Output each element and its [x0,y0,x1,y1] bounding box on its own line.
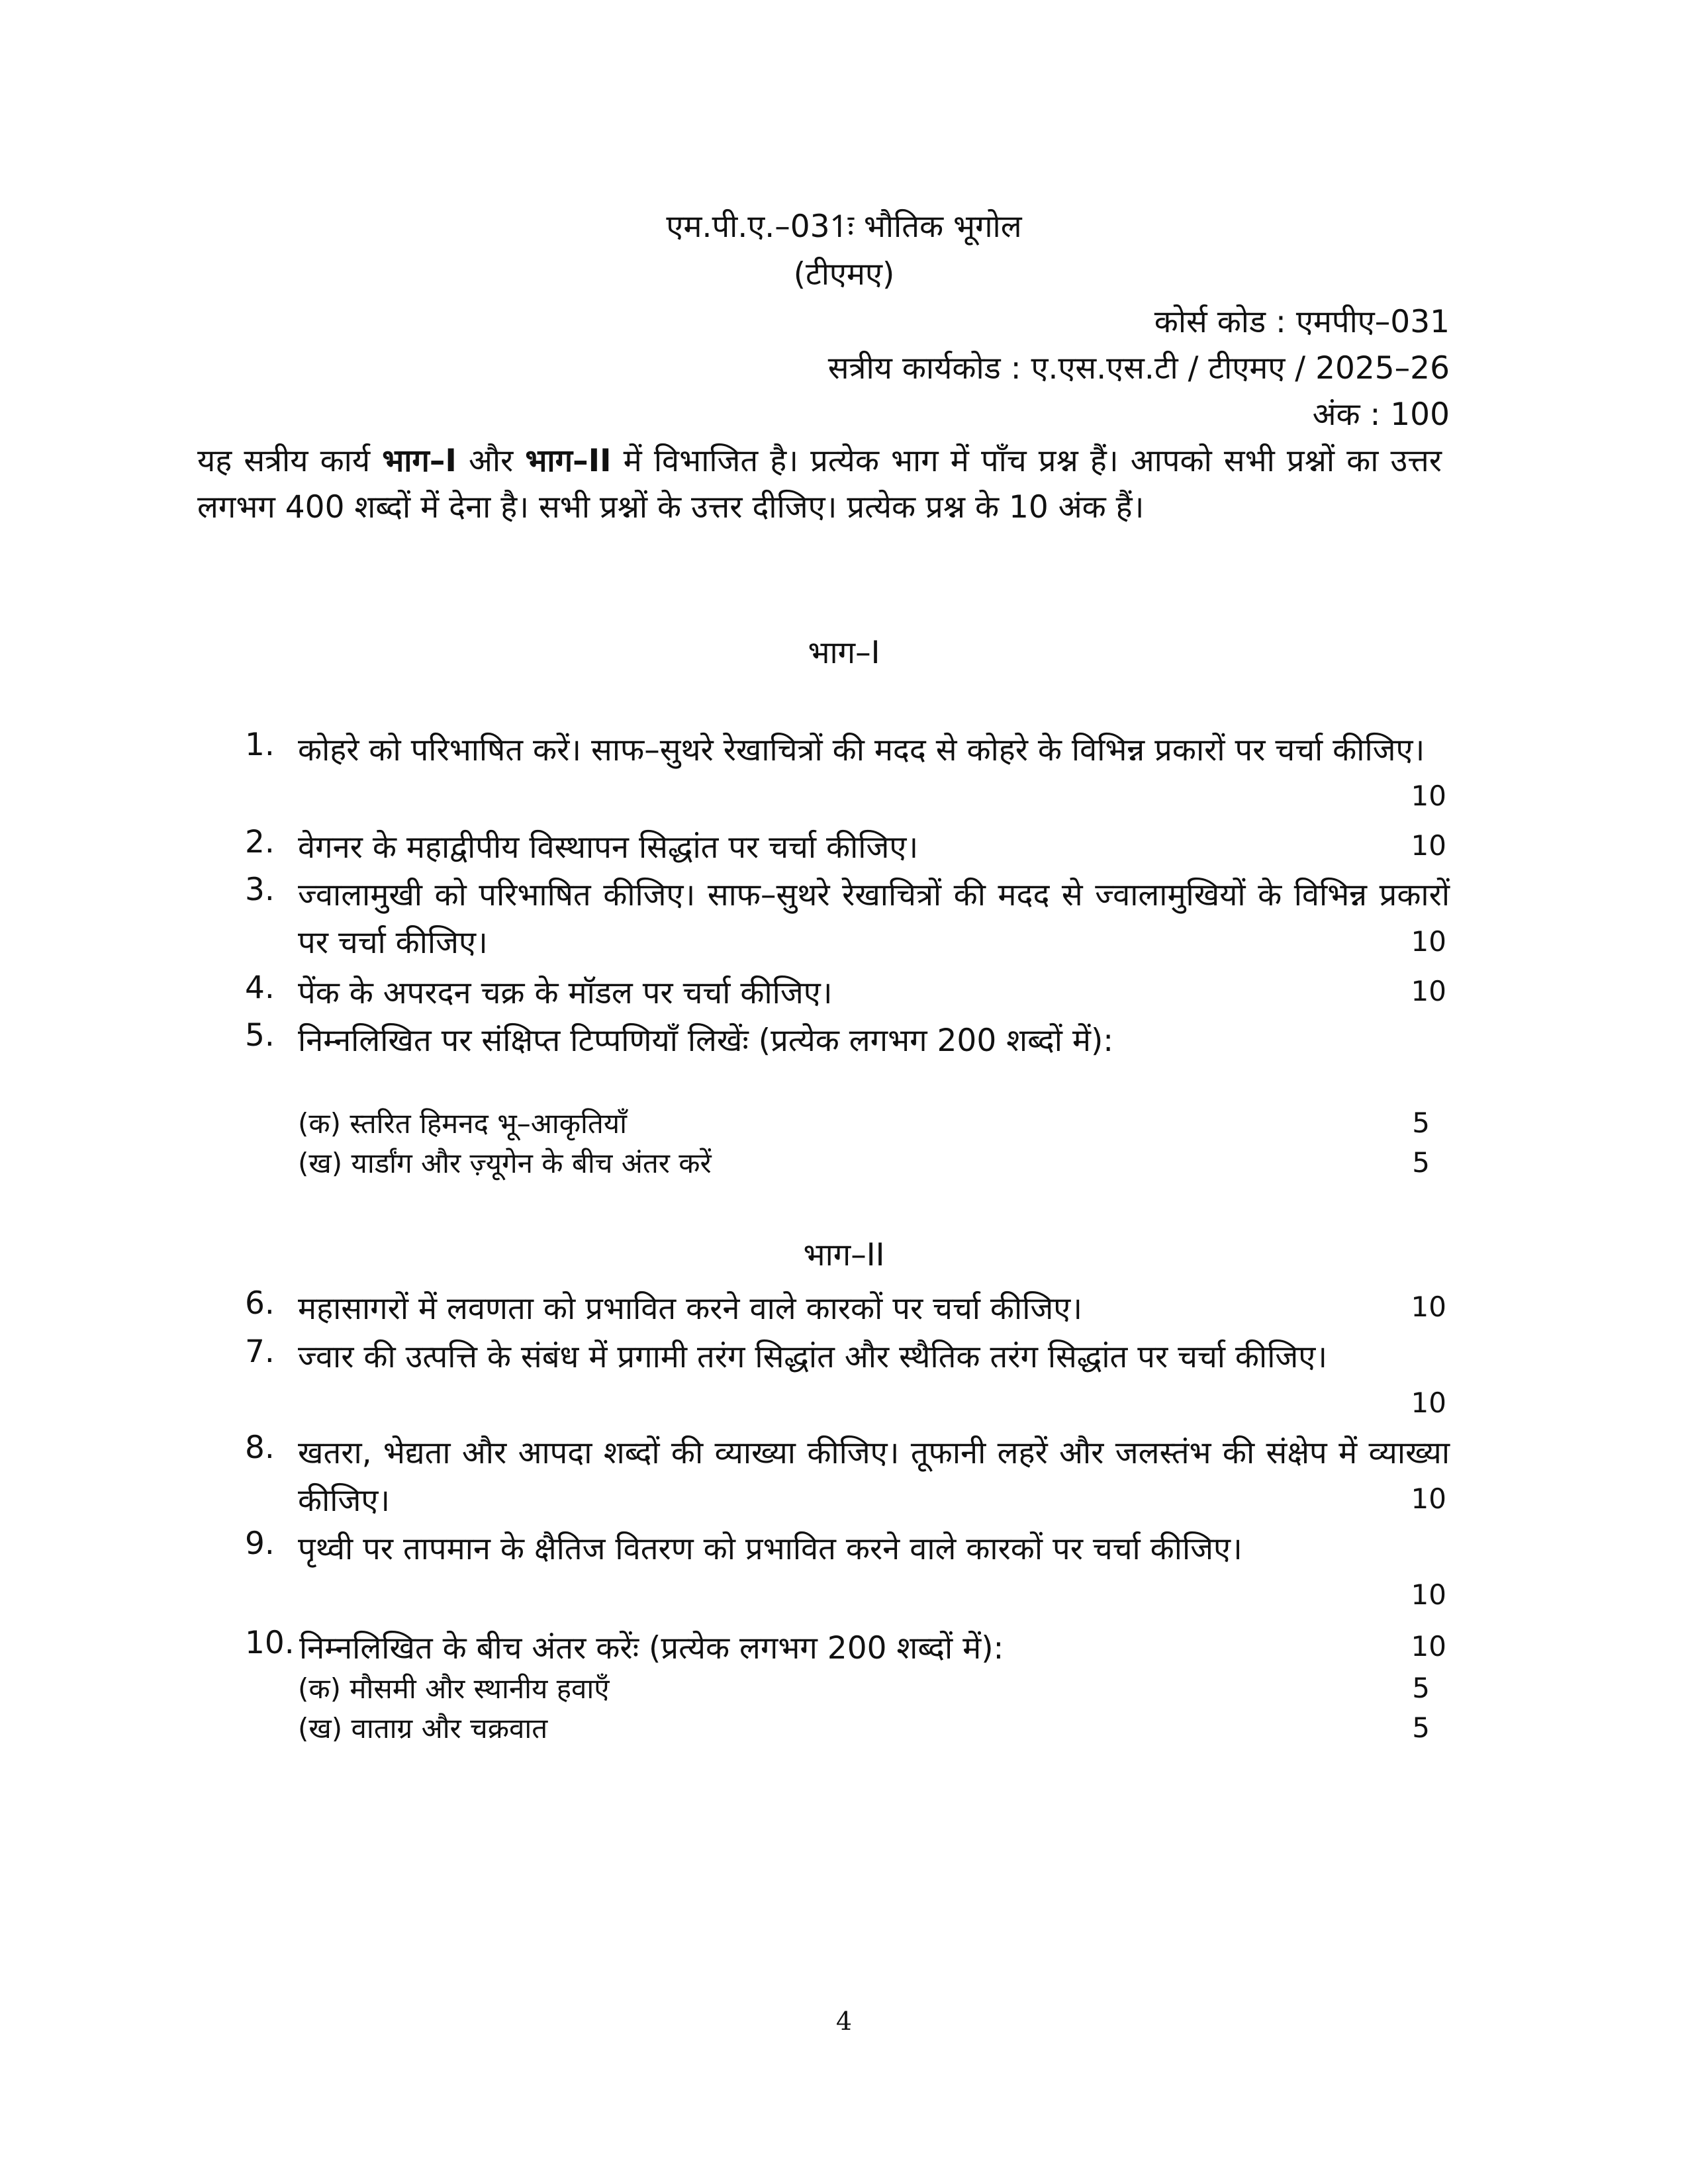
assignment-code: सत्रीय कार्यकोड : ए.एस.एस.टी / टीएमए / 2025–26 [827,350,1450,387]
question-number: 1. [245,727,275,763]
part2-subpart-a-marks: 5 [1412,1672,1430,1704]
course-code: कोर्स कोड : एमपीए–031 [1154,304,1450,340]
question-7-marks: 10 [1411,1387,1446,1419]
question-6-marks: 10 [1411,1291,1446,1323]
question-3-marks: 10 [1411,925,1446,958]
question-8-marks: 10 [1411,1482,1446,1515]
question-2-marks: 10 [1411,829,1446,862]
intro-text-3: में विभाजित है। प्रत्येक भाग में पाँच प्रश्न हैं। आपको सभी प्रश्नों का उत्तर लगभग 400 शब्दों में देना है। सभी प्रश्नों के उत्तर दीजिए। प्रत्येक प्रश्न के 10 अंक हैं। [197,443,1442,525]
question-number: 7. [245,1334,275,1370]
question-number: 6. [245,1285,275,1322]
part1-subpart-a: (क) स्तरित हिमनद भू–आकृतियाँ [298,1107,628,1140]
page-title: एम.पी.ए.–031ः भौतिक भूगोल [666,208,1022,245]
part2-subpart-a: (क) मौसमी और स्थानीय हवाएँ [298,1672,610,1705]
question-number: 5. [245,1017,275,1054]
question-10-marks: 10 [1411,1630,1446,1662]
question-9-marks: 10 [1411,1578,1446,1611]
part2-subpart-b: (ख) वाताग्र और चक्रवात [298,1712,548,1745]
question-text: ज्वार की उत्पत्ति के संबंध में प्रगामी तरंग सिद्धांत और स्थैतिक तरंग सिद्धांत पर चर्चा कीजिए। [298,1339,1328,1375]
question-text: पेंक के अपरदन चक्र के मॉडल पर चर्चा कीजिए। [298,975,833,1011]
intro-text-2: और [456,443,526,479]
question-text: महासागरों में लवणता को प्रभावित करने वाले कारकों पर चर्चा कीजिए। [298,1291,1083,1327]
question-text: खतरा, भेद्यता और आपदा शब्दों की व्याख्या कीजिए। तूफानी लहरें और जलस्तंभ की संक्षेप में व्याख्या कीजिए। [298,1435,1450,1519]
question-number: 3. [245,872,275,908]
question-number: 4. [245,970,275,1006]
question-text: निम्नलिखित पर संक्षिप्त टिप्पणियाँ लिखेंः (प्रत्येक लगभग 200 शब्दों में): [298,1023,1114,1059]
question-number: 8. [245,1430,275,1466]
intro-paragraph [197,438,1442,531]
intro-part1-label: भाग–I [382,443,457,479]
question-text: पृथ्वी पर तापमान के क्षैतिज वितरण को प्रभावित करने वाले कारकों पर चर्चा कीजिए। [298,1531,1243,1567]
question-text: वेगनर के महाद्वीपीय विस्थापन सिद्धांत पर चर्चा कीजिए। [298,829,919,866]
part2-subpart-b-marks: 5 [1412,1711,1430,1744]
question-number: 9. [245,1525,275,1562]
question-text: निम्नलिखित के बीच अंतर करेंः (प्रत्येक लगभग 200 शब्दों में): [299,1630,1004,1666]
total-marks: अंक : 100 [1312,396,1450,433]
question-text: कोहरे को परिभाषित करें। साफ–सुथरे रेखाचित्रों की मदद से कोहरे के विभिन्न प्रकारों पर चर्चा कीजिए। [298,732,1425,768]
question-4-marks: 10 [1411,975,1446,1007]
intro-text-1: यह सत्रीय कार्य [197,443,383,479]
question-text: ज्वालामुखी को परिभाषित कीजिए। साफ–सुथरे रेखाचित्रों की मदद से ज्वालामुखियों के विभिन्न प्रकारों पर चर्चा कीजिए। [298,877,1450,961]
question-number: 2. [245,824,275,860]
part2-heading: भाग–II [803,1237,885,1273]
part1-subpart-b: (ख) यार्डांग और ज़्यूगेन के बीच अंतर करें [298,1147,712,1179]
question-1-marks: 10 [1411,780,1446,812]
page-subtitle: (टीएमए) [793,256,895,293]
page-number: 4 [835,2007,853,2036]
intro-part2-label: भाग–II [525,443,612,479]
part1-subpart-b-marks: 5 [1412,1146,1430,1179]
question-number: 10. [245,1625,295,1661]
part1-heading: भाग–I [808,635,880,671]
part1-subpart-a-marks: 5 [1412,1107,1430,1139]
